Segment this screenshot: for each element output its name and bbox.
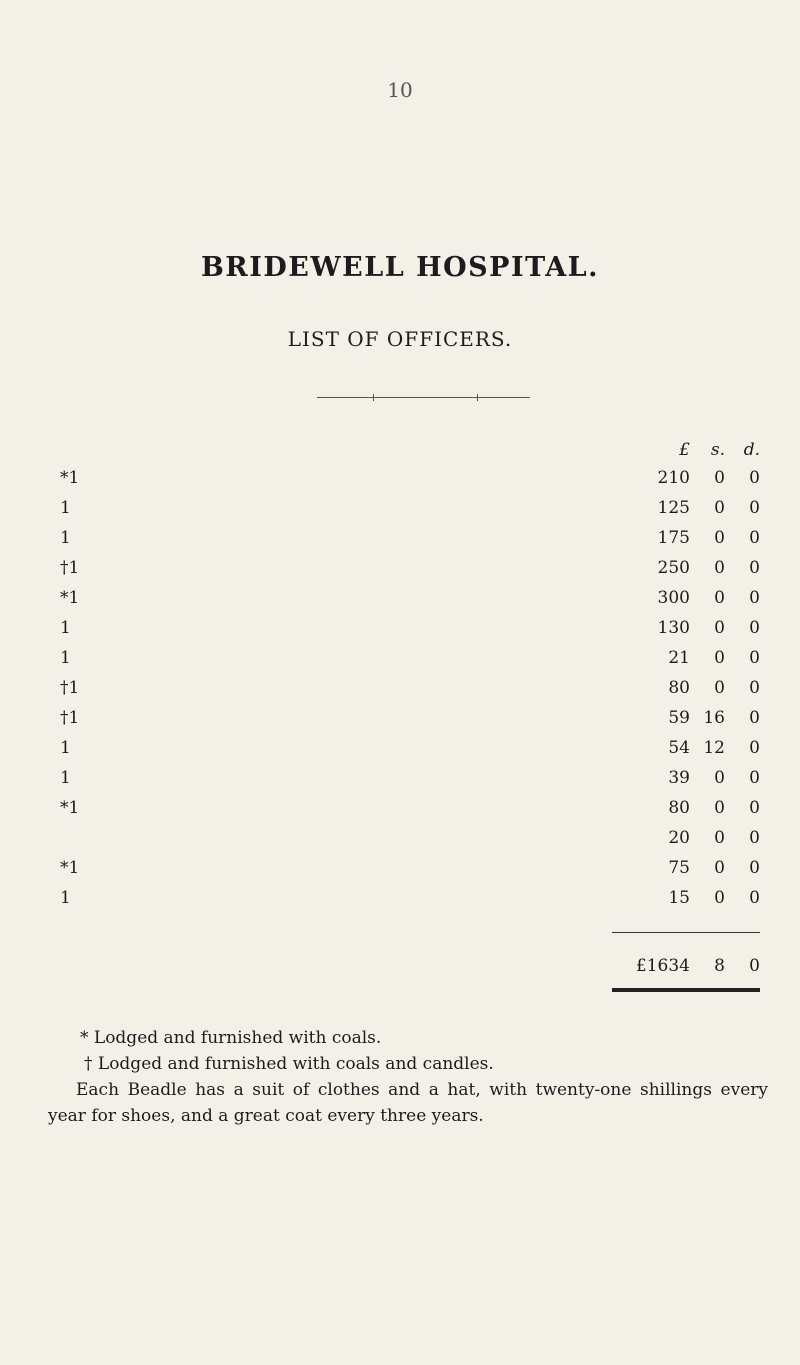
officer-pounds: 250 — [657, 558, 690, 578]
officers-table — [0, 440, 800, 996]
pounds-header: £ — [679, 440, 690, 460]
officer-pounds: 80 — [668, 678, 690, 698]
officer-row — [0, 618, 800, 648]
officer-pence: 0 — [749, 528, 760, 548]
officer-shillings: 16 — [703, 708, 725, 728]
footnote-asterisk: * Lodged and furnished with coals. — [80, 1028, 382, 1048]
officer-qty: 1 — [60, 528, 71, 548]
officer-qty: †1 — [60, 558, 80, 578]
officer-pounds: 54 — [668, 738, 690, 758]
officer-pounds: 130 — [657, 618, 690, 638]
officer-pence: 0 — [749, 828, 760, 848]
officer-qty: 1 — [60, 768, 71, 788]
officer-shillings: 0 — [714, 648, 725, 668]
officer-row — [0, 468, 800, 498]
officer-qty: 1 — [60, 648, 71, 668]
officer-pounds: 75 — [668, 858, 690, 878]
officer-pence: 0 — [749, 768, 760, 788]
total-pence: 0 — [749, 956, 760, 976]
officer-qty: 1 — [60, 738, 71, 758]
officer-qty: †1 — [60, 678, 80, 698]
footnote-dagger: † Lodged and furnished with coals and candles. — [84, 1054, 494, 1074]
officer-shillings: 0 — [714, 588, 725, 608]
page-title: BRIDEWELL HOSPITAL. — [200, 252, 600, 283]
officer-row — [0, 588, 800, 618]
beadle-note: Each Beadle has a suit of clothes and a hat, with twenty-one shillings every year for shoes, and a great coat every three years. — [48, 1080, 768, 1126]
officer-pounds: 15 — [668, 888, 690, 908]
officer-pounds: 59 — [668, 708, 690, 728]
officer-row — [0, 648, 800, 678]
officer-shillings: 0 — [714, 768, 725, 788]
officer-row — [0, 858, 800, 888]
officer-pounds: 210 — [657, 468, 690, 488]
officer-row — [0, 558, 800, 588]
officer-shillings: 0 — [714, 498, 725, 518]
officer-qty: 1 — [60, 498, 71, 518]
officer-qty: 1 — [60, 888, 71, 908]
officer-pounds: 175 — [657, 528, 690, 548]
officer-shillings: 0 — [714, 558, 725, 578]
total-pounds: £1634 — [635, 956, 690, 976]
officer-pence: 0 — [749, 618, 760, 638]
officer-pence: 0 — [749, 468, 760, 488]
officer-pence: 0 — [749, 678, 760, 698]
officer-pence: 0 — [749, 738, 760, 758]
officer-qty: *1 — [60, 858, 80, 878]
officer-row — [0, 828, 800, 858]
officer-pounds: 300 — [657, 588, 690, 608]
officer-shillings: 0 — [714, 858, 725, 878]
total-rule — [612, 932, 760, 933]
officer-row — [0, 798, 800, 828]
officer-shillings: 0 — [714, 888, 725, 908]
officer-row — [0, 498, 800, 528]
officer-shillings: 0 — [714, 678, 725, 698]
pence-header: d. — [743, 440, 760, 460]
officer-pence: 0 — [749, 558, 760, 578]
officer-qty: †1 — [60, 708, 80, 728]
officer-shillings: 0 — [714, 528, 725, 548]
shillings-header: s. — [710, 440, 725, 460]
officer-qty: 1 — [60, 618, 71, 638]
page-number: 10 — [387, 78, 413, 102]
officer-row — [0, 888, 800, 918]
officer-row — [0, 528, 800, 558]
officer-pounds: 20 — [668, 828, 690, 848]
column-headers — [0, 440, 800, 468]
officer-pence: 0 — [749, 888, 760, 908]
officer-qty: *1 — [60, 798, 80, 818]
officer-pence: 0 — [749, 498, 760, 518]
officer-qty: *1 — [60, 588, 80, 608]
officer-shillings: 0 — [714, 618, 725, 638]
officer-pence: 0 — [749, 588, 760, 608]
ornamental-rule — [317, 397, 530, 398]
total-double-rule — [612, 988, 760, 992]
officer-pence: 0 — [749, 648, 760, 668]
officer-shillings: 0 — [714, 468, 725, 488]
officer-pounds: 39 — [668, 768, 690, 788]
officer-pounds: 125 — [657, 498, 690, 518]
officer-qty: *1 — [60, 468, 80, 488]
footnotes — [48, 1025, 768, 1129]
total-row — [0, 956, 800, 986]
officer-row — [0, 708, 800, 738]
officer-shillings: 0 — [714, 828, 725, 848]
officer-pounds: 80 — [668, 798, 690, 818]
officer-row — [0, 678, 800, 708]
total-shillings: 8 — [714, 956, 725, 976]
page-subtitle: LIST OF OFFICERS. — [287, 327, 513, 351]
officer-pence: 0 — [749, 858, 760, 878]
officer-pence: 0 — [749, 798, 760, 818]
officer-row — [0, 738, 800, 768]
officer-row — [0, 768, 800, 798]
officer-pence: 0 — [749, 708, 760, 728]
officer-shillings: 12 — [703, 738, 725, 758]
officer-shillings: 0 — [714, 798, 725, 818]
officer-pounds: 21 — [668, 648, 690, 668]
